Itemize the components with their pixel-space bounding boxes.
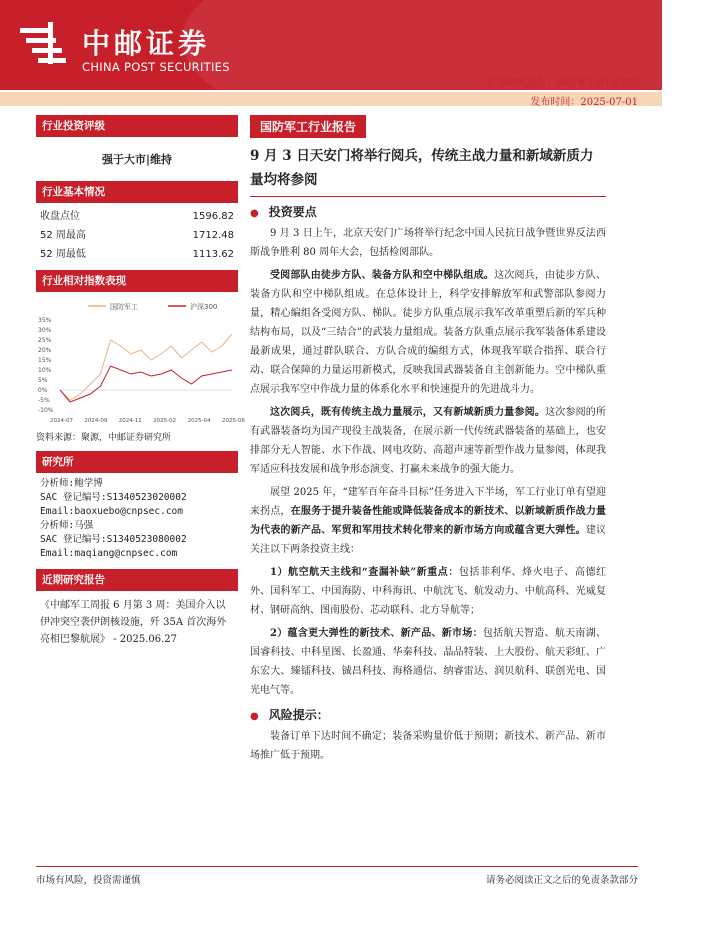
table-row: 52 周最低 1113.62 (40, 249, 234, 260)
y-tick-label: 0% (38, 387, 48, 394)
section-heading: ● 风险提示： (250, 708, 329, 722)
recent-reports-heading: 近期研究报告 (36, 569, 238, 591)
legend-label: 国防军工 (110, 303, 138, 311)
footer-disclaimer: 市场有风险，投资需谨慎 (36, 875, 141, 886)
chart-source: 资料来源：聚源，中邮证券研究所 (36, 433, 172, 443)
bullet-icon: ● (250, 208, 259, 219)
legend-label: 沪深300 (190, 303, 218, 311)
y-tick-label: 35% (38, 317, 52, 324)
breadcrumb: 证券研究报告：国防军工|行业周报 (486, 78, 640, 89)
paragraph: 受阅部队由徒步方队、装备方队和空中梯队组成。这次阅兵，由徒步方队、装备方队和空中梯队组成。在总体设计上，科学安排解放军和武警部队参阅力量，精心编组各受阅方队、梯队。徒步方队重点展示我军改革重塑后新的军兵种结构布局，以及“三结合”的武装力量组成。装备方队重点展示我军装备体系建设最新成果，通过群队联合、方队合成的编组方式，体现我军联合指挥、联合行动、联合保障的力量运用新模式，反映我国武器装备自主创新能力。空中梯队重点展示我军空中作战力量的体系化水平和快速提升的先进战斗力。 (250, 270, 606, 395)
table-row: 收盘点位 1596.82 (40, 211, 234, 222)
paragraph: 展望 2025 年，“建军百年奋斗目标”任务进入下半场，军工行业订单有望迎来拐点，在服务于提升装备性能或降低装备成本的新技术、以新域新质作战力量为代表的新产品、军贸和军用技术转化带来的新市场方向或蕴含更大弹性。建议关注以下两条投资主线： (250, 487, 607, 555)
footer-notice: 请务必阅读正文之后的免责条款部分 (485, 875, 638, 886)
analyst-line: 分析师:马强 (40, 520, 94, 531)
y-tick-label: 15% (38, 357, 52, 364)
basic-info-heading: 行业基本情况 (36, 181, 238, 203)
footer-divider (36, 866, 638, 867)
main-content (250, 115, 606, 765)
analyst-list (36, 477, 238, 561)
analyst-email[interactable]: Email:baoxuebo@cnpsec.com (40, 506, 183, 517)
publish-date: 发布时间：2025-07-01 (530, 97, 638, 108)
industry-rating: 强于大市|维持 (101, 153, 172, 166)
table-row: 52 周最高 1712.48 (40, 230, 234, 241)
x-tick-label: 2025-04 (187, 418, 211, 424)
basic-info-table (36, 207, 238, 264)
brand-name-en: CHINA POST SECURITIES (82, 60, 230, 74)
brand-name: 中邮证券 (82, 27, 211, 60)
analyst-line: SAC 登记编号:S1340523080002 (40, 534, 187, 545)
y-tick-label: -5% (38, 397, 50, 404)
section-heading: ● 投资要点 (250, 205, 317, 219)
paragraph: 装备订单下达时间不确定；装备采购量价低于预期；新技术、新产品、新市场推广低于预期。 (250, 731, 606, 761)
left-sidebar (36, 115, 245, 648)
series-line (60, 366, 232, 402)
analyst-email[interactable]: Email:maqiang@cnpsec.com (40, 548, 178, 559)
report-category-tag: 国防军工行业报告 (250, 115, 366, 138)
research-heading: 研究所 (36, 451, 238, 473)
paragraph: 这次阅兵，既有传统主战力量展示，又有新域新质力量参阅。这次参阅的所有武器装备均为国产现役主战装备，在展示新一代传统武器装备的基础上，也安排部分无人智能、水下作战、网电攻防、高超声速等新型作战力量参阅，体现我军适应科技发展和战争形态演变、打赢未来战争的强大能力。 (250, 407, 606, 475)
paragraph: 9 月 3 日上午，北京天安门广场将举行纪念中国人民抗日战争暨世界反法西斯战争胜利 80 周年大会，包括检阅部队。 (250, 228, 606, 258)
y-tick-label: 20% (38, 347, 52, 354)
y-tick-label: 5% (38, 377, 48, 384)
bullet-icon: ● (250, 711, 259, 722)
recent-report-link[interactable]: 《中邮军工周报 6 月第 3 周：美国介入以伊冲突空袭伊朗核设施，歼 35A 首次海外亮相巴黎航展》 - 2025.06.27 (40, 600, 227, 645)
y-tick-label: 30% (38, 327, 52, 334)
y-tick-label: -10% (38, 407, 54, 414)
y-tick-label: 25% (38, 337, 52, 344)
analyst-line: 分析师:鲍学博 (40, 478, 103, 489)
rating-heading: 行业投资评级 (36, 115, 238, 137)
x-tick-label: 2025-02 (153, 418, 177, 424)
performance-heading: 行业相对指数表现 (36, 270, 238, 292)
x-tick-label: 2024-11 (118, 418, 142, 424)
x-tick-label: 2024-07 (50, 418, 73, 424)
report-title: 9 月 3 日天安门将举行阅兵，传统主战力量和新域新质力量均将参阅 (250, 144, 606, 197)
paragraph: 2）蕴含更大弹性的新技术、新产品、新市场：包括航天智造、航天南湖、国睿科技、中科星图、长盈通、华秦科技、晶品特装、上大股份、航天彩虹、广东宏大、臻镭科技、铖昌科技、海格通信、纳睿雷达、润贝航科、联创光电、国光电气等。 (250, 628, 606, 696)
x-tick-label: 2025-06 (222, 418, 245, 424)
relative-performance-chart (36, 298, 245, 428)
china-post-logo-icon (18, 20, 72, 70)
x-tick-label: 2024-09 (84, 418, 108, 424)
paragraph: 1）航空航天主线和“查漏补缺”新重点：包括菲利华、烽火电子、高德红外、国科军工、中国海防、中科海讯、中航沈飞、航发动力、中航高科、光威复材、钢研高纳、图南股份、芯动联科、北方导航等； (250, 567, 606, 616)
y-tick-label: 10% (38, 367, 52, 374)
analyst-line: SAC 登记编号:S1340523020002 (40, 492, 187, 503)
